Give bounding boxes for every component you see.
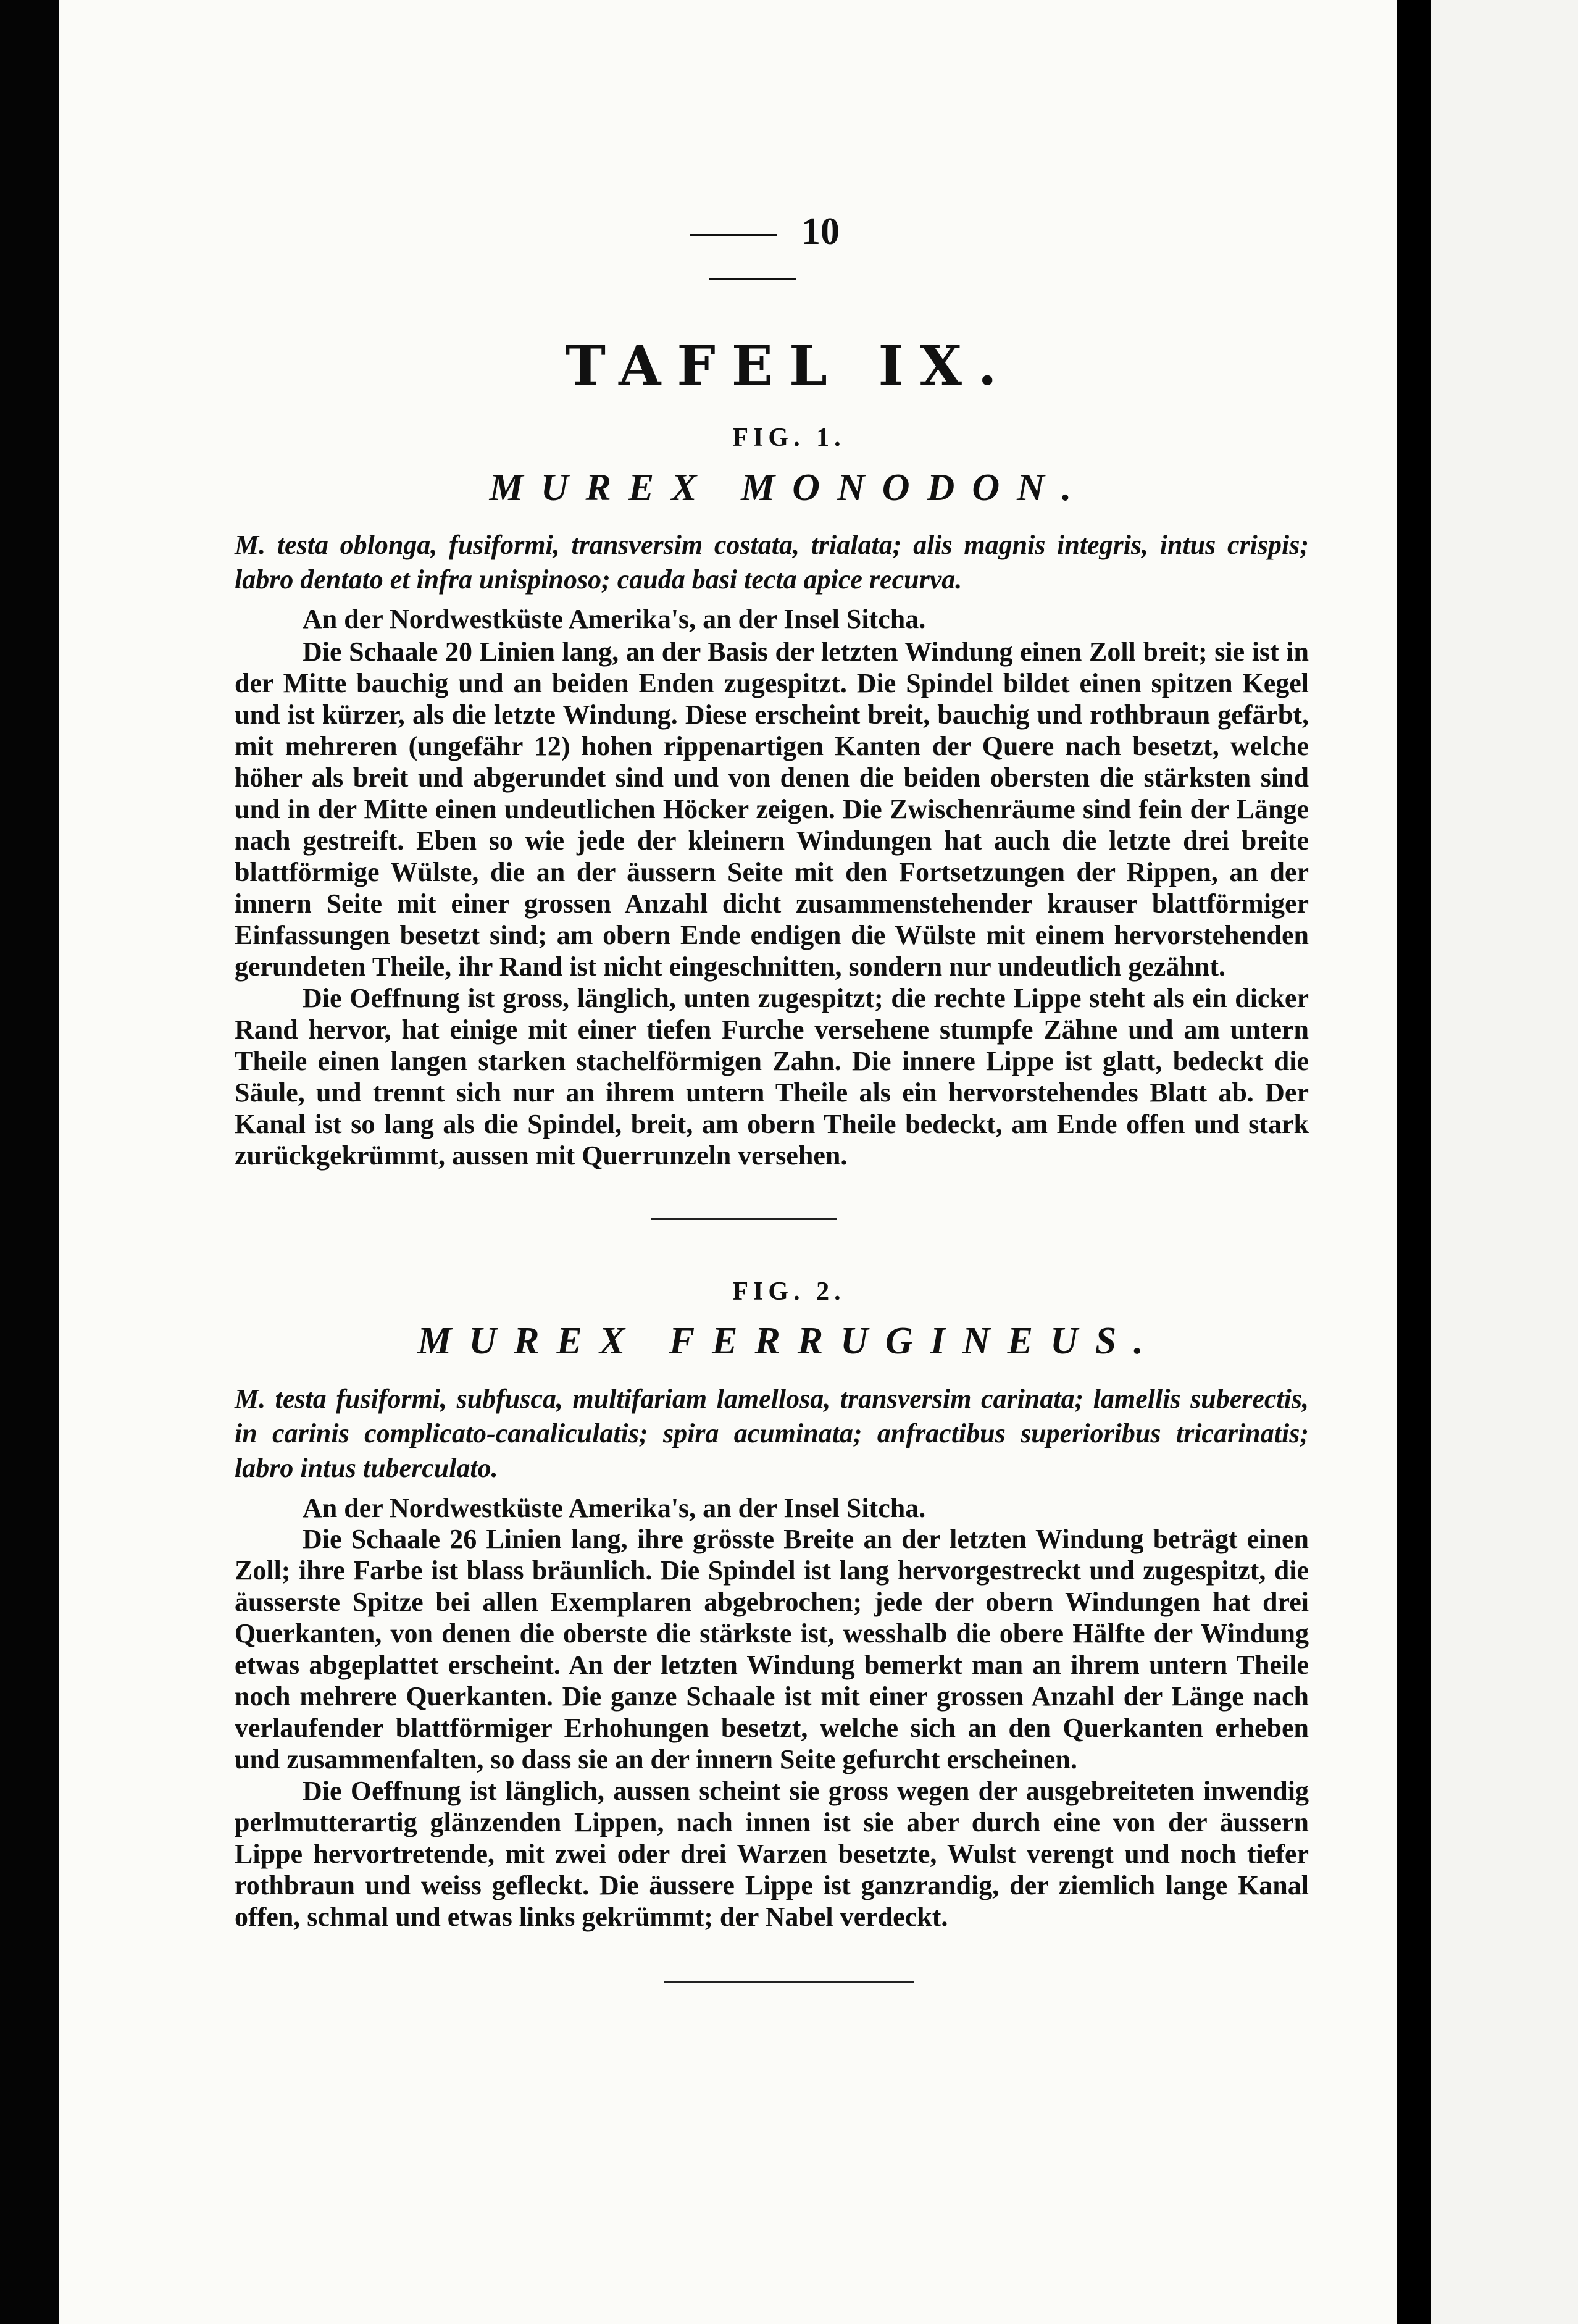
figure-2-description [235, 1523, 1309, 1933]
section-divider [651, 1218, 837, 1220]
figure-2-label: FIG. 2. [732, 1277, 846, 1306]
figure-1-paragraph: Die Oeffnung ist gross, länglich, unten zugespitzt; die rechte Lippe steht als ein dicker Rand hervor, hat einige mit einer tiefen Furche versehene stumpfe Zähne und am untern Theile einen langen starken stachelförmigen Zahn. Die innere Lippe ist glatt, bedeckt die Säule, und trennt sich nur an ihrem untern Theile als ein hervorstehendes Blatt ab. Der Kanal ist so lang als die Spindel, breit, am obern Theile bedeckt, am Ende offen und stark zurückgekrümmt, aussen mit Querrunzeln versehen. [235, 983, 1309, 1171]
figure-1-paragraph: Die Schaale 20 Linien lang, an der Basis der letzten Windung einen Zoll breit; sie ist in der Mitte bauchig und an beiden Enden zugespitzt. Die Spindel bildet einen spitzen Kegel und ist kürzer, als die letzte Windung. Diese erscheint breit, bauchig und rothbraun gefärbt, mit mehreren (ungefähr 12) hohen rippenartigen Kanten der Quere nach besetzt, welche höher als breit und abgerundet sind und von denen die beiden obersten die stärksten sind und in der Mitte einen undeutlichen Höcker zeigen. Die Zwischenräume sind fein der Länge nach gestreift. Eben so wie jede der kleinern Windungen hat auch die letzte drei breite blattförmige Wülste, die an der äussern Seite mit den Fortsetzungen der Rippen, an der innern Seite mit einer grossen Anzahl dicht zusammenstehender krauser blattförmiger Einfassungen besetzt sind; am obern Ende endigen die Wülste mit einem hervorstehenden gerundeten Theile, ihr Rand ist nicht eingeschnitten, sondern nur undeutlich gezähnt. [235, 637, 1309, 982]
page-number-right-dash [709, 278, 796, 280]
plate-title: TAFEL IX. [565, 333, 1013, 398]
figure-1-locality: An der Nordwestküste Amerika's, an der Insel Sitcha. [303, 604, 926, 634]
end-divider [664, 1981, 914, 1983]
figure-2-diagnosis: M. testa fusiformi, subfusca, multifariam lamellosa, transversim carinata; lamellis suberectis, in carinis complicato-canaliculatis; spira acuminata; anfractibus superioribus tricarinatis; labro intus tuberculato. [235, 1384, 1309, 1483]
figure-2-locality: An der Nordwestküste Amerika's, an der Insel Sitcha. [303, 1493, 926, 1523]
page-number-left-dash [690, 234, 777, 236]
figure-1-species: MUREX MONODON. [489, 467, 1089, 509]
figure-2-paragraph: Die Oeffnung ist länglich, aussen scheint sie gross wegen der ausgebreiteten inwendig perlmutterartig glänzenden Lippen, nach innen ist sie aber durch eine von der äussern Lippe hervortretende, mit zwei oder drei Warzen besetzte, Wulst verengt und noch tiefer rothbraun und weiss gefleckt. Die äussere Lippe ist ganzrandig, der ziemlich lange Kanal offen, schmal und etwas links gekrümmt; der Nabel verdeckt. [235, 1776, 1309, 1932]
figure-1-diagnosis: M. testa oblonga, fusiformi, transversim costata, trialata; alis magnis integris, intus crispis; labro dentato et infra unispinoso; cauda basi tecta apice recurva. [235, 530, 1309, 595]
figure-2-species: MUREX FERRUGINEUS. [417, 1320, 1161, 1362]
figure-1-description [235, 636, 1309, 1171]
figure-1-label: FIG. 1. [732, 424, 846, 452]
page-number [629, 210, 876, 298]
figure-2-paragraph: Die Schaale 26 Linien lang, ihre grösste Breite an der letzten Windung beträgt einen Zoll; ihre Farbe ist blass bräunlich. Die Spindel ist lang hervorgestreckt und zugespitzt, die äusserste Spitze bei allen Exemplaren abgebrochen; jede der obern Windungen hat drei Querkanten, von denen die oberste die stärkste ist, wesshalb die obere Hälfte der Windung etwas abgeplattet erscheint. An der letzten Windung bemerkt man an ihrem untern Theile noch mehrere Querkanten. Die ganze Schaale ist mit einer grossen Anzahl der Länge nach verlaufender blattförmiger Erhohungen besetzt, welche sich an den Querkanten erheben und zusammenfalten, so dass sie an der innern Seite gefurcht erscheinen. [235, 1524, 1309, 1774]
page-number-text: 10 [801, 211, 840, 253]
